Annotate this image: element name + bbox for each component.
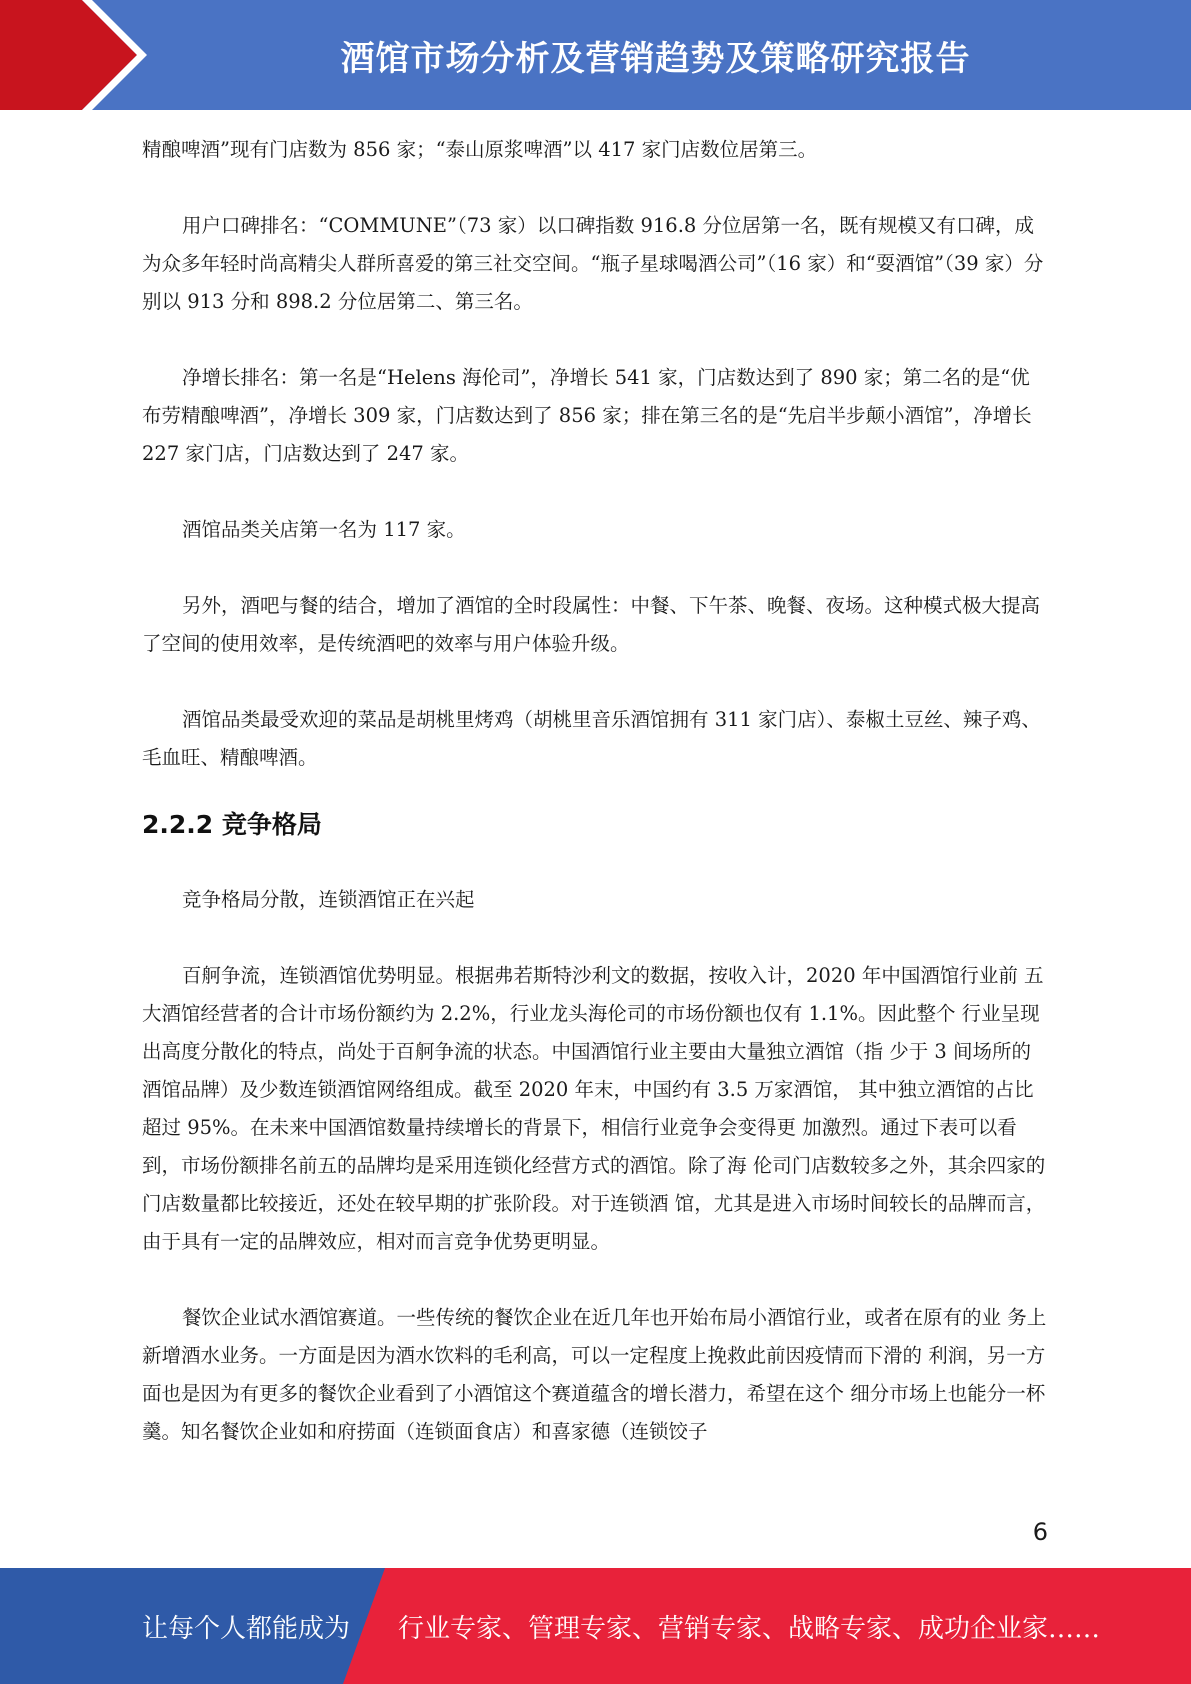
page-footer xyxy=(0,1568,1191,1684)
section-heading: 2.2.2 竞争格局 xyxy=(142,810,322,839)
header-red-arrow xyxy=(0,0,150,110)
paragraph-competition-summary: 竞争格局分散，连锁酒馆正在兴起 xyxy=(182,888,475,911)
paragraph-growth-ranking: 净增长排名：第一名是“Helens 海伦司”，净增长 541 家，门店数达到了 890 家；第二名的是“优布劳精酿啤酒”，净增长 309 家，门店数达到了 856 家；排在第三名的是“先启半步颠小酒馆”，净增长 227 家门店，门店数达到了 247 家。 xyxy=(142,366,1032,465)
page-number: 6 xyxy=(1032,1518,1048,1546)
paragraph-continued: 精酿啤酒”现有门店数为 856 家；“泰山原浆啤酒”以 417 家门店数位居第三。 xyxy=(142,138,818,161)
page-header xyxy=(0,0,1191,110)
report-title: 酒馆市场分析及营销趋势及策略研究报告 xyxy=(340,38,971,79)
paragraph-popular-dishes: 酒馆品类最受欢迎的菜品是胡桃里烤鸡（胡桃里音乐酒馆拥有 311 家门店）、泰椒土豆丝、辣子鸡、毛血旺、精酿啤酒。 xyxy=(142,708,1041,769)
footer-slogan-left: 让每个人都能成为 xyxy=(142,1613,351,1644)
paragraph-reputation-ranking: 用户口碑排名：“COMMUNE”（73 家）以口碑指数 916.8 分位居第一名，既有规模又有口碑，成为众多年轻时尚高精尖人群所喜爱的第三社交空间。“瓶子星球喝酒公司”（16 家）和“耍酒馆”（39 家）分别以 913 分和 898.2 分位居第二、第三名。 xyxy=(142,214,1044,313)
page-content xyxy=(142,131,1047,1451)
paragraph-closures: 酒馆品类关店第一名为 117 家。 xyxy=(182,518,466,541)
footer-slogan-right: 行业专家、管理专家、营销专家、战略专家、成功企业家…… xyxy=(398,1613,1101,1644)
paragraph-restaurant-entry: 餐饮企业试水酒馆赛道。一些传统的餐饮企业在近几年也开始布局小酒馆行业，或者在原有的业 务上新增酒水业务。一方面是因为酒水饮料的毛利高，可以一定程度上挽救此前因疫情而下滑的 利润，另一方面也是因为有更多的餐饮企业看到了小酒馆这个赛道蕴含的增长潜力，希望在这个 细分市场上也能分一杯羹。知名餐饮企业如和府捞面（连锁面食店）和喜家德（连锁饺子 xyxy=(142,1306,1047,1443)
paragraph-bar-dining: 另外，酒吧与餐的结合，增加了酒馆的全时段属性：中餐、下午茶、晚餐、夜场。这种模式极大提高了空间的使用效率，是传统酒吧的效率与用户体验升级。 xyxy=(142,594,1041,655)
paragraph-chain-advantage: 百舸争流，连锁酒馆优势明显。根据弗若斯特沙利文的数据，按收入计，2020 年中国酒馆行业前 五大酒馆经营者的合计市场份额约为 2.2%，行业龙头海伦司的市场份额也仅有 1.1%。因此整个 行业呈现出高度分散化的特点，尚处于百舸争流的状态。中国酒馆行业主要由大量独立酒馆（指 少于 3 间场所的酒馆品牌）及少数连锁酒馆网络组成。截至 2020 年末，中国约有 3.5 万家酒馆， 其中独立酒馆的占比超过 95%。在未来中国酒馆数量持续增长的背景下，相信行业竞争会变得更 加激烈。通过下表可以看到，市场份额排名前五的品牌均是采用连锁化经营方式的酒馆。除了海 伦司门店数较多之外，其余四家的门店数量都比较接近，还处在较早期的扩张阶段。对于连锁酒 馆，尤其是进入市场时间较长的品牌而言，由于具有一定的品牌效应，相对而言竞争优势更明显。 xyxy=(142,964,1046,1253)
